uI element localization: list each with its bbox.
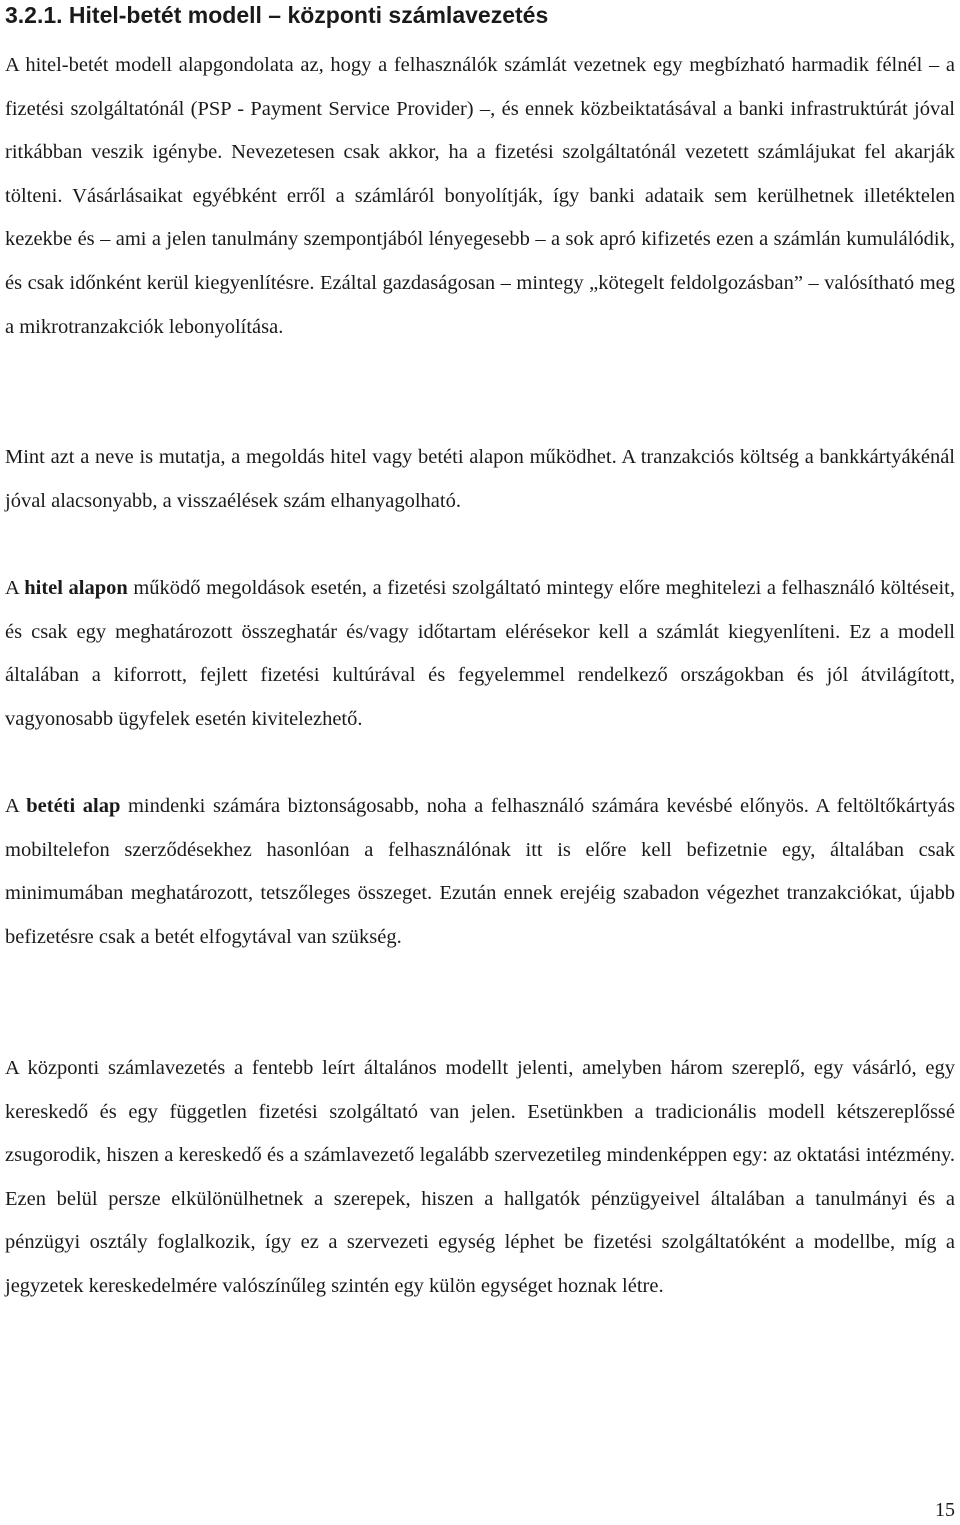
page-number: 15 xyxy=(935,1499,955,1521)
paragraph-credit-based xyxy=(5,567,955,741)
paragraph-central-accounting: A központi számlavezetés a fentebb leírt általános modellt jelenti, amelyben három szereplő, egy vásárló, egy kereskedő és egy független fizetési szolgáltató van jelen. Esetünkben a tradicionális modell kétszereplőssé zsugorodik, hiszen a kereskedő és a számlavezető legalább szervezetileg mindenképpen egy: az oktatási intézmény. Ezen belül persze elkülönülhetnek a szerepek, hiszen a hallgatók pénzügyeivel általában a tanulmányi és a pénzügyi osztály foglalkozik, így ez a szervezeti egység léphet be fizetési szolgáltatóként a modellbe, míg a jegyzetek kereskedelmére valószínűleg szintén egy külön egységet hoznak létre. xyxy=(5,1057,955,1297)
paragraph-credit-or-deposit: Mint azt a neve is mutatja, a megoldás hitel vagy betéti alapon működhet. A tranzakciós költség a bankkártyákénál jóval alacsonyabb, a visszaélések szám elhanyagolható. xyxy=(5,446,955,512)
paragraph-deposit-based xyxy=(5,785,955,959)
bold-term-deposit: betéti alap xyxy=(26,795,121,817)
text-run: mindenki számára biztonságosabb, noha a felhasználó számára kevésbé előnyös. A feltöltőkártyás mobiltelefon szerződésekhez hasonlóan a felhasználónak itt is előre kell befizetnie egy, általában csak minimumában meghatározott, tetszőleges összeget. Ezután ennek erejéig szabadon végezhet tranzakciókat, újabb befizetésre csak a betét elfogytával van szükség. xyxy=(5,795,956,948)
paragraph-intro: A hitel-betét modell alapgondolata az, hogy a felhasználók számlát vezetnek egy megbízható harmadik félnél – a fizetési szolgáltatónál (PSP - Payment Service Provider) –, és ennek közbeiktatásával a banki infrastruktúrát jóval ritkábban veszik igénybe. Nevezetesen csak akkor, ha a fizetési szolgáltatónál vezetett számlájukat fel akarják tölteni. Vásárlásaikat egyébként erről a számláról bonyolítják, így banki adataik sem kerülhetnek illetéktelen kezekbe és – ami a jelen tanulmány szempontjából lényegesebb – a sok apró kifizetés ezen a számlán kumulálódik, és csak időnként kerül kiegyenlítésre. Ezáltal gazdaságosan – mintegy „kötegelt feldolgozásban” – valósítható meg a mikrotranzakciók lebonyolítása. xyxy=(5,54,955,338)
text-run: A xyxy=(5,795,27,817)
text-run: működő megoldások esetén, a fizetési szolgáltató mintegy előre meghitelezi a felhasználó költéseit, és csak egy meghatározott összeghatár és/vagy időtartam elérésekor kell a számlát kiegyenlíteni. Ez a modell általában a kiforrott, fejlett fizetési kultúrával és fegyelemmel rendelkező országokban és jól átvilágított, vagyonosabb ügyfelek esetén kivitelezhető. xyxy=(5,577,955,730)
text-run: A xyxy=(5,577,25,599)
section-heading: 3.2.1. Hitel-betét modell – központi számlavezetés xyxy=(5,2,549,28)
bold-term-credit: hitel alapon xyxy=(24,577,128,599)
